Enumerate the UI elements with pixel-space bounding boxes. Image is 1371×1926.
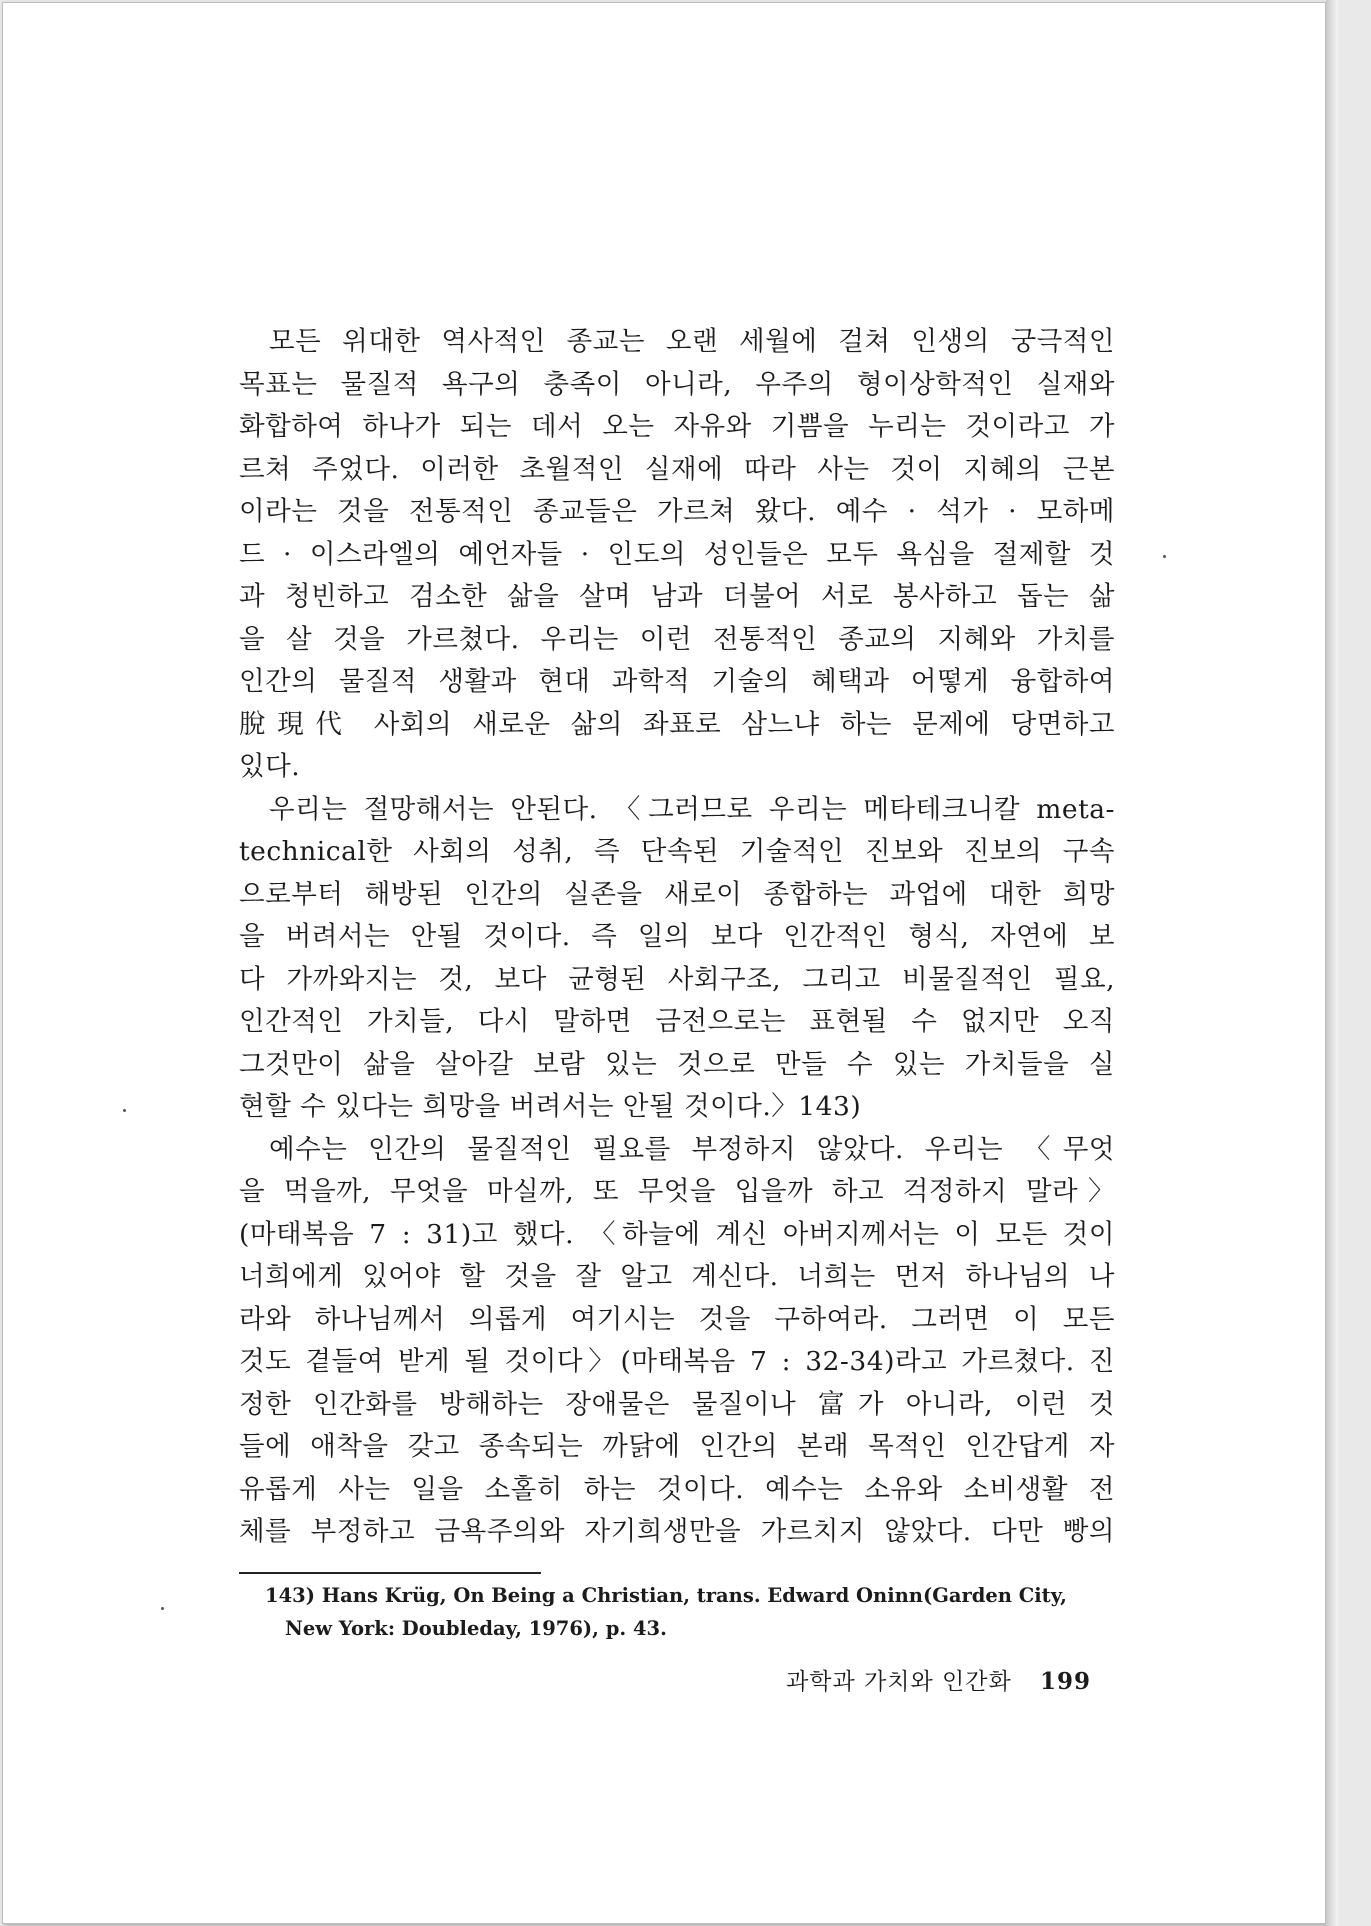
text-line: 유롭게 사는 일을 소홀히 하는 것이다. 예수는 소유와 소비생활 전 xyxy=(239,1473,1115,1505)
text-line: 인간의 물질적 생활과 현대 과학적 기술의 혜택과 어떻게 융합하여 xyxy=(239,666,1115,697)
text-line: 정한 인간화를 방해하는 장애물은 물질이나 富가 아니라, 이런 것 xyxy=(239,1388,1115,1420)
text-line: 을 살 것을 가르쳤다. 우리는 이런 전통적인 종교의 지혜와 가치를 xyxy=(239,623,1115,655)
text-line: 우리는 절망해서는 안된다. 〈그러므로 우리는 메타테크니칼 meta- xyxy=(269,793,1115,825)
scan-speck xyxy=(123,1109,126,1112)
footnote-line-1: 143) Hans Krüg, On Being a Christian, trans. Edward Oninn(Garden City, xyxy=(265,1584,1067,1607)
text-line: 현할 수 있다는 희망을 버려서는 안될 것이다.〉143) xyxy=(239,1091,862,1122)
footnote-divider xyxy=(239,1572,541,1574)
text-line: 이라는 것을 전통적인 종교들은 가르쳐 왔다. 예수 · 석가 · 모하메 xyxy=(239,496,1115,527)
text-line: 을 버려서는 안될 것이다. 즉 일의 보다 인간적인 형식, 자연에 보 xyxy=(239,921,1115,952)
text-line: 드 · 이스라엘의 예언자들 · 인도의 성인들은 모두 욕심을 절제할 것 xyxy=(239,538,1115,570)
page-edge-shadow xyxy=(1326,0,1338,1926)
text-line: 르쳐 주었다. 이러한 초월적인 실재에 따라 사는 것이 지혜의 근본 xyxy=(239,453,1115,485)
text-line: 으로부터 해방된 인간의 실존을 새로이 종합하는 과업에 대한 희망 xyxy=(239,878,1115,910)
document-page xyxy=(2,2,1326,1924)
text-line: 인간적인 가치들, 다시 말하면 금전으로는 표현될 수 없지만 오직 xyxy=(239,1006,1115,1037)
scan-speck xyxy=(161,1607,164,1610)
text-line: 과 청빈하고 검소한 삶을 살며 남과 더불어 서로 봉사하고 돕는 삶 xyxy=(239,581,1115,612)
text-line: 체를 부정하고 금욕주의와 자기희생만을 가르치지 않았다. 다만 빵의 xyxy=(239,1516,1115,1547)
page-number: 199 xyxy=(1039,1668,1091,1695)
text-line: (마태복음 7 : 31)고 했다. 〈하늘에 계신 아버지께서는 이 모든 것이 xyxy=(239,1218,1115,1250)
body-text xyxy=(239,321,1115,1554)
text-line: 모든 위대한 역사적인 종교는 오랜 세월에 걸쳐 인생의 궁극적인 xyxy=(269,326,1115,357)
text-line: 것도 곁들여 받게 될 것이다〉(마태복음 7 : 32-34)라고 가르쳤다. 진 xyxy=(239,1346,1115,1377)
scan-speck xyxy=(1163,555,1166,558)
footnote-line-2: New York: Doubleday, 1976), p. 43. xyxy=(285,1617,667,1640)
text-line: 다 가까와지는 것, 보다 균형된 사회구조, 그리고 비물질적인 필요, xyxy=(239,963,1115,995)
text-line: 있다. xyxy=(239,751,301,782)
text-line: 을 먹을까, 무엇을 마실까, 또 무엇을 입을까 하고 걱정하지 말라〉 xyxy=(239,1176,1115,1207)
text-line: 들에 애착을 갖고 종속되는 까닭에 인간의 본래 목적인 인간답게 자 xyxy=(239,1431,1115,1462)
text-line: 脫現代 사회의 새로운 삶의 좌표로 삼느냐 하는 문제에 당면하고 xyxy=(239,708,1115,740)
running-footer xyxy=(751,1663,1091,1696)
text-line: 화합하여 하나가 되는 데서 오는 자유와 기쁨을 누리는 것이라고 가 xyxy=(239,411,1115,442)
text-line: 너희에게 있어야 할 것을 잘 알고 계신다. 너희는 먼저 하나님의 나 xyxy=(239,1261,1115,1292)
footnote xyxy=(265,1579,1085,1645)
text-line: technical한 사회의 성취, 즉 단속된 기술적인 진보와 진보의 구속 xyxy=(239,836,1115,867)
running-title: 과학과 가치와 인간화 xyxy=(786,1669,1012,1695)
text-line: 그것만이 삶을 살아갈 보람 있는 것으로 만들 수 있는 가치들을 실 xyxy=(239,1048,1115,1080)
text-line: 라와 하나님께서 의롭게 여기시는 것을 구하여라. 그러면 이 모든 xyxy=(239,1303,1115,1335)
text-line: 예수는 인간의 물질적인 필요를 부정하지 않았다. 우리는 〈무엇 xyxy=(269,1133,1115,1165)
text-line: 목표는 물질적 욕구의 충족이 아니라, 우주의 형이상학적인 실재와 xyxy=(239,368,1115,400)
